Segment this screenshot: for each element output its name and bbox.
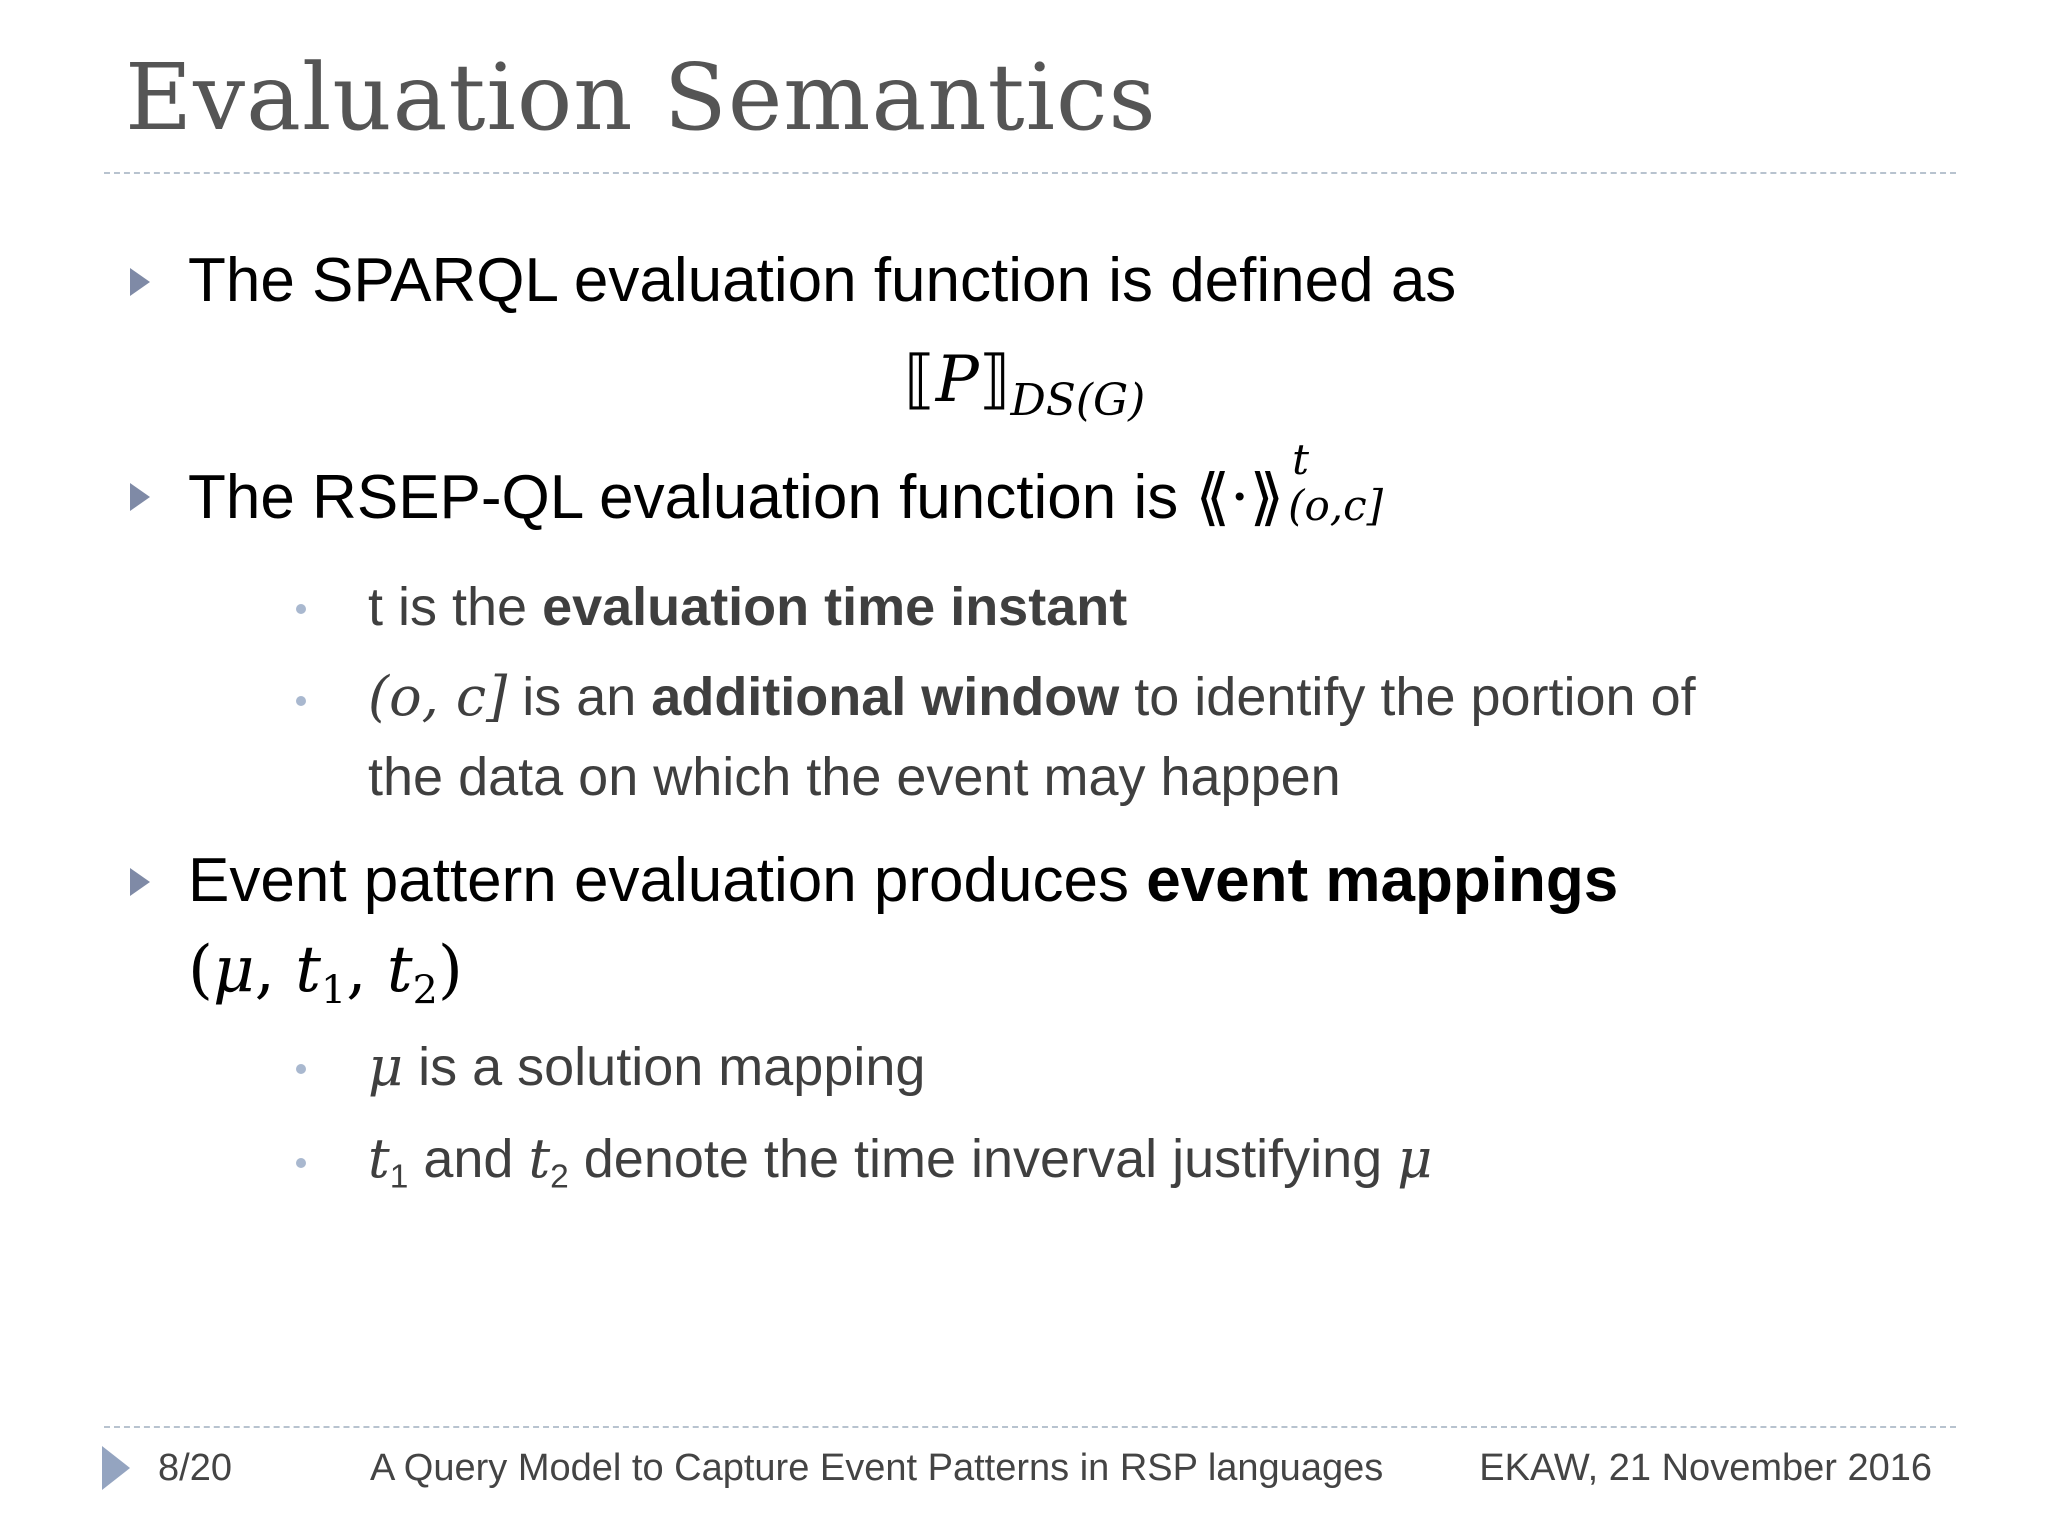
sub-bullet-additional-window xyxy=(368,665,1696,728)
sub2-bold: additional window xyxy=(651,667,1120,727)
sub1-pre: t is the xyxy=(368,577,543,637)
sub-bullet-additional-window-line2: the data on which the event may happen xyxy=(368,747,1341,807)
formula-open-bracket: ⟦ xyxy=(904,343,936,417)
sub-bullet-time-instant xyxy=(368,577,1128,637)
tuple-t2: t xyxy=(386,933,413,1007)
sub2-mid: is an xyxy=(507,667,652,727)
bullet3-bold: event mappings xyxy=(1146,846,1619,915)
tuple-mu: μ xyxy=(212,933,255,1007)
tuple-comma: , xyxy=(254,933,296,1007)
sub-bullet-dot-icon xyxy=(296,1064,306,1074)
sub4-text: denote the time inverval justifying xyxy=(568,1129,1398,1189)
sub-bullet-dot-icon xyxy=(296,696,306,706)
footer-page-number: 8/20 xyxy=(158,1447,232,1489)
title-divider xyxy=(104,172,1956,174)
sub3-text: is a solution mapping xyxy=(403,1037,926,1097)
bullet-triangle-icon xyxy=(130,868,150,896)
sub1-bold: evaluation time instant xyxy=(542,577,1128,637)
bullet2-text: The RSEP-QL evaluation function is xyxy=(188,463,1196,532)
sub-bullet-time-interval xyxy=(368,1127,1433,1196)
tuple-t1: t xyxy=(295,933,321,1007)
tuple-close: ) xyxy=(437,933,463,1007)
bullet3-pre: Event pattern evaluation produces xyxy=(188,846,1147,915)
bullet2-sup: t xyxy=(1292,435,1310,484)
formula-subscript: DS(G) xyxy=(1010,375,1146,427)
formula-var: P xyxy=(935,343,979,417)
sub2-post: to identify the portion of xyxy=(1119,667,1696,727)
sub4-t2-sub: 2 xyxy=(550,1158,569,1196)
tuple-open: ( xyxy=(188,933,213,1007)
bullet-triangle-icon xyxy=(130,268,150,296)
bullet-sparql-evaluation: The SPARQL evaluation function is defined as xyxy=(188,246,1457,315)
sub4-mu: μ xyxy=(1397,1127,1433,1190)
sub-bullet-solution-mapping xyxy=(368,1035,926,1098)
slide-title: Evaluation Semantics xyxy=(125,44,1157,151)
sub-bullet-dot-icon xyxy=(296,1158,306,1168)
formula-close-bracket: ⟧ xyxy=(978,343,1011,417)
footer-presentation-title: A Query Model to Capture Event Patterns in RSP languages xyxy=(370,1447,1384,1489)
tuple-t2-sub: 2 xyxy=(412,967,438,1014)
sub4-t1-sub: 1 xyxy=(389,1158,409,1196)
bullet2-scripts xyxy=(1284,435,1404,530)
bullet-rsep-ql-evaluation xyxy=(188,435,1404,533)
footer-venue-date: EKAW, 21 November 2016 xyxy=(1479,1447,1932,1489)
sub-bullet-dot-icon xyxy=(296,604,306,614)
bullet-triangle-icon xyxy=(130,483,150,511)
footer-divider xyxy=(104,1426,1956,1428)
sub2-math: (o, c] xyxy=(368,665,508,728)
sub4-t2: t xyxy=(528,1127,551,1190)
bullet2-sub: (o,c] xyxy=(1288,481,1384,530)
bullet-event-pattern xyxy=(188,846,1619,915)
footer-triangle-icon xyxy=(102,1446,130,1490)
event-mapping-tuple xyxy=(188,933,463,1014)
sub4-and: and xyxy=(408,1129,529,1189)
tuple-t1-sub: 1 xyxy=(320,967,347,1014)
formula-sparql xyxy=(904,343,1146,427)
tuple-comma: , xyxy=(346,933,387,1007)
sub4-t1: t xyxy=(368,1127,390,1190)
sub3-mu: μ xyxy=(368,1035,404,1098)
bullet2-operator: ⟪·⟫ xyxy=(1195,460,1285,533)
